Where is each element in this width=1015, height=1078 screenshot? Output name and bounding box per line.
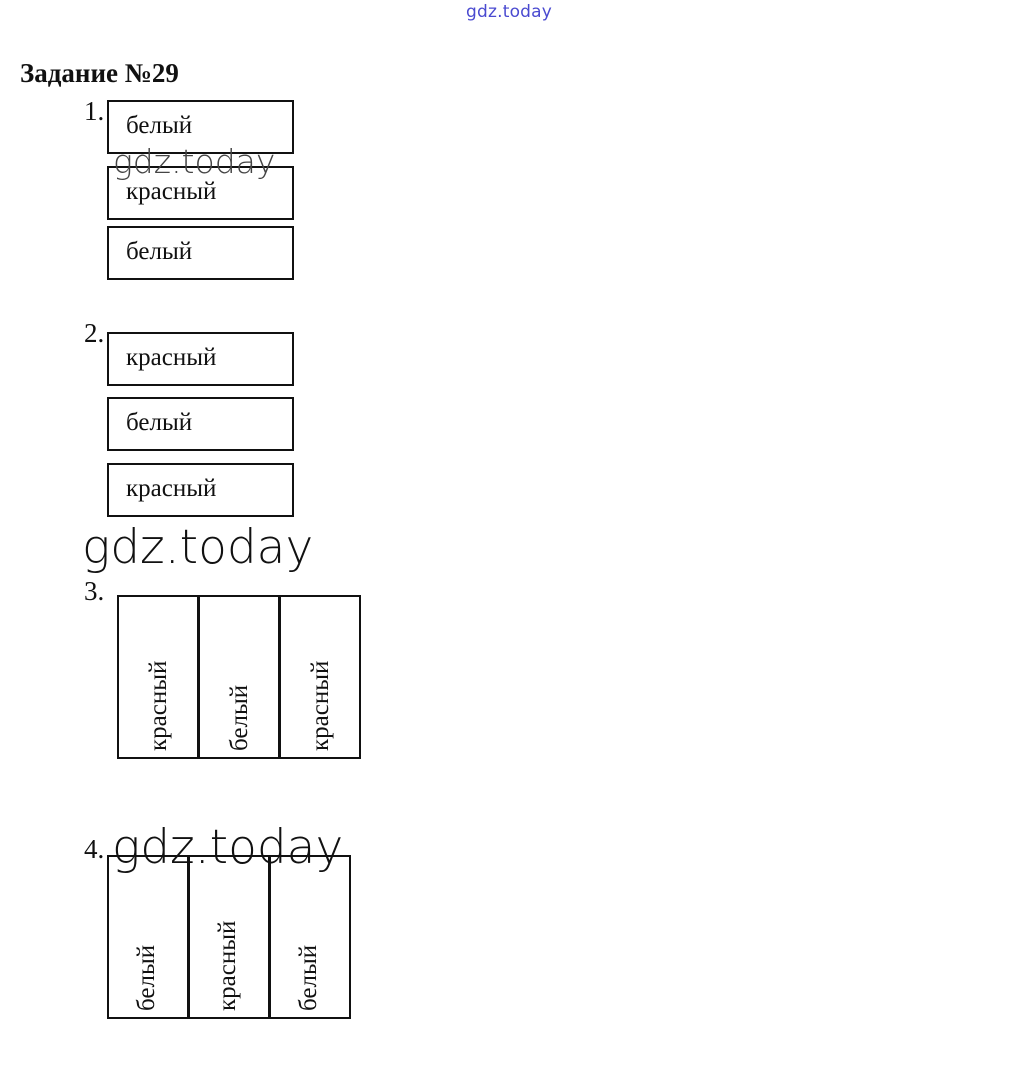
item-number-2: 2. [84,318,105,348]
stripe-label: белый [126,112,193,139]
stripe-label: красный [307,660,334,751]
page-title: Задание №29 [20,58,179,88]
flag-stripe-3-2 [198,595,280,759]
flag-stripe-4-1 [107,855,189,1019]
flag-stripe-2-3 [107,463,294,517]
flag-stripe-4-2 [188,855,270,1019]
item-number-3: 3. [84,576,105,606]
item-number-1: 1. [84,96,105,126]
stripe-label: белый [226,684,253,751]
watermark-overlay: gdz.today [112,820,344,875]
flag-stripe-2-1 [107,332,294,386]
stripe-label: красный [126,344,217,371]
stripe-label: белый [295,944,322,1011]
flag-stripe-3-1 [117,595,199,759]
watermark-overlay: gdz.today [82,520,314,575]
stripe-label: красный [145,660,172,751]
watermark-overlay: gdz.today [113,142,276,181]
stripe-label: белый [133,944,160,1011]
flag-stripe-1-3 [107,226,294,280]
stripe-label: красный [126,475,217,502]
item-number-4: 4. [84,834,105,864]
stripe-label: белый [126,409,193,436]
stripe-label: красный [214,920,241,1011]
flag-stripe-3-3 [279,595,361,759]
flag-stripe-2-2 [107,397,294,451]
watermark-top: gdz.today [466,2,553,22]
stripe-label: белый [126,238,193,265]
flag-stripe-4-3 [269,855,351,1019]
stripe-label: красный [126,178,217,205]
